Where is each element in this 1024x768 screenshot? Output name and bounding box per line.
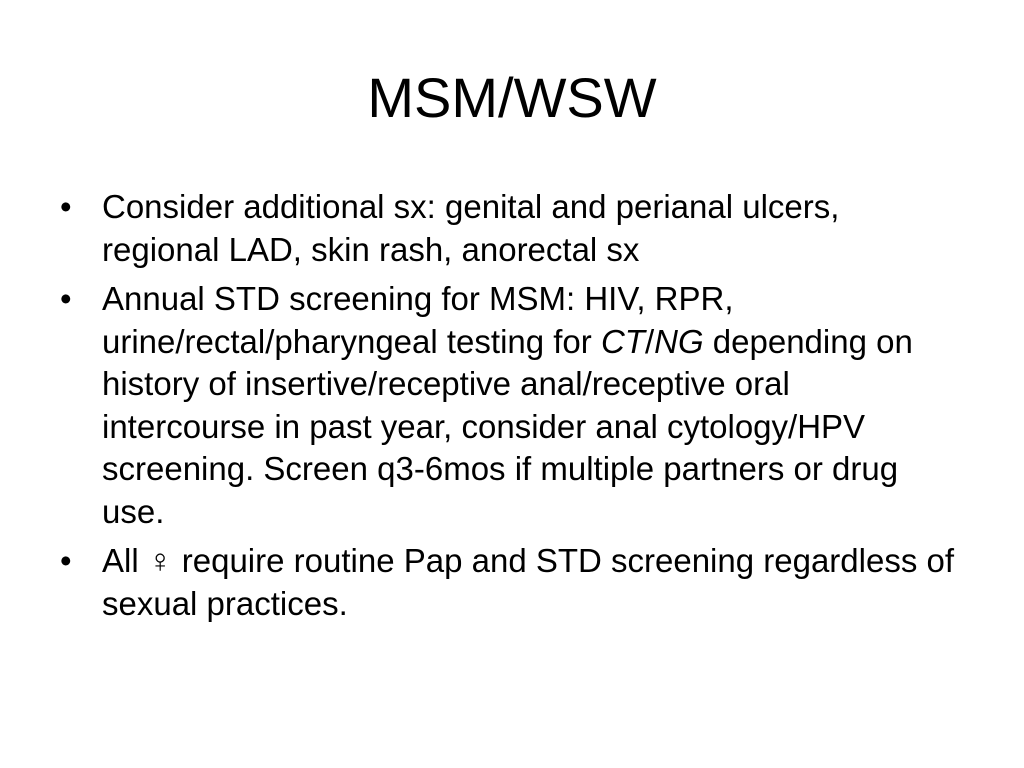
bullet-item-3 (56, 540, 956, 625)
bullet-text: All ♀ require routine Pap and STD screening regardless of sexual practices. (102, 542, 955, 622)
bullet-text-after: depending on history of insertive/receptive anal/receptive oral intercourse in past year, consider anal cytology/HPV screening. Screen q3-6mos if multiple partners or drug use. (102, 322, 913, 530)
bullet-item-2 (56, 278, 956, 533)
bullet-dot-icon: • (60, 280, 72, 317)
bullet-dot-icon: • (60, 188, 72, 225)
bullet-item-1 (56, 186, 956, 271)
bullet-text-before: Annual STD screening for MSM: HIV, RPR, urine/rectal/pharyngeal testing for (102, 280, 734, 360)
bullet-italic-ct: CT (600, 322, 645, 360)
slide-title: MSM/WSW (367, 66, 657, 129)
bullet-dot-icon: • (60, 542, 72, 579)
bullet-list (56, 186, 956, 632)
bullet-italic-ng: NG (654, 322, 704, 360)
bullet-separator: / (644, 322, 655, 360)
bullet-text: Consider additional sx: genital and perianal ulcers, regional LAD, skin rash, anorectal sx (102, 188, 840, 268)
